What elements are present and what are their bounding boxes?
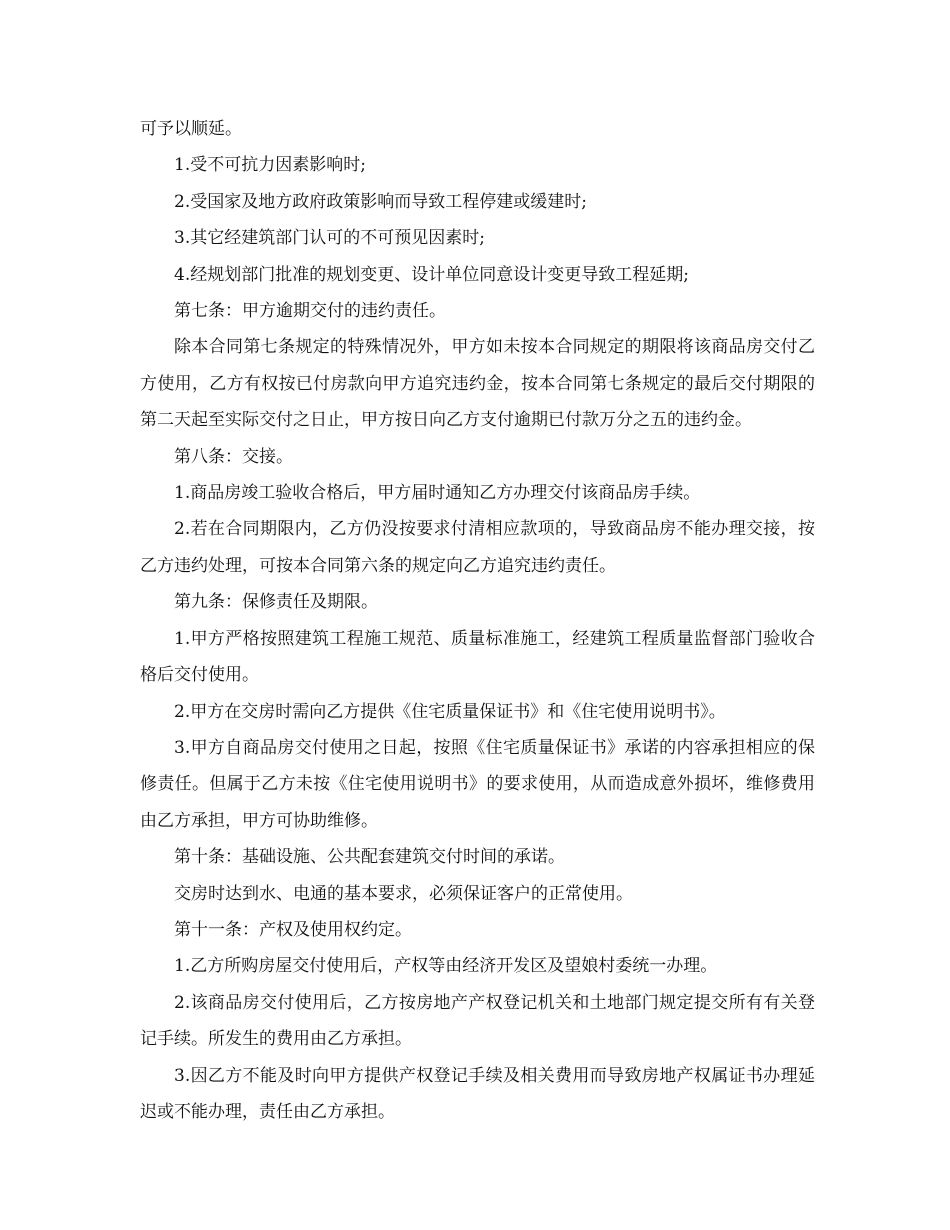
list-item: 3.其它经建筑部门认可的不可预见因素时;: [174, 228, 485, 249]
paragraph-continuation: 可予以顺延。: [140, 119, 242, 139]
list-item: 2.若在合同期限内，乙方仍没按要求付清相应款项的，导致商品房不能办理交接，按乙方违约处理，可按本合同第六条的规定向乙方追究违约责任。: [140, 519, 815, 576]
article-heading: 第十一条：产权及使用权约定。: [174, 919, 412, 940]
article-heading: 第七条：甲方逾期交付的违约责任。: [174, 301, 446, 322]
list-item: 1.乙方所购房屋交付使用后，产权等由经济开发区及望娘村委统一办理。: [174, 956, 718, 977]
list-item: 1.受不可抗力因素影响时;: [174, 155, 366, 176]
article-heading: 第十条：基础设施、公共配套建筑交付时间的承诺。: [174, 847, 565, 868]
list-item: 2.受国家及地方政府政策影响而导致工程停建或缓建时;: [174, 191, 587, 212]
paragraph: 除本合同第七条规定的特殊情况外，甲方如未按本合同规定的期限将该商品房交付乙方使用，乙方有权按已付房款向甲方追究违约金，按本合同第七条规定的最后交付期限的第二天起至实际交付之日止，甲方按日向乙方支付逾期已付款万分之五的违约金。: [140, 337, 815, 431]
list-item: 3.因乙方不能及时向甲方提供产权登记手续及相关费用而导致房地产权属证书办理延迟或不能办理，责任由乙方承担。: [140, 1065, 815, 1122]
list-item: 1.甲方严格按照建筑工程施工规范、质量标准施工，经建筑工程质量监督部门验收合格后交付使用。: [140, 628, 815, 686]
list-item: 3.甲方自商品房交付使用之日起，按照《住宅质量保证书》承诺的内容承担相应的保修责任。但属于乙方未按《住宅使用说明书》的要求使用，从而造成意外损坏，维修费用由乙方承担，甲方可协助维修。: [140, 737, 815, 831]
article-heading: 第九条：保修责任及期限。: [174, 592, 378, 613]
list-item: 4.经规划部门批准的规划变更、设计单位同意设计变更导致工程延期;: [174, 264, 689, 285]
paragraph: 交房时达到水、电通的基本要求，必须保证客户的正常使用。: [174, 883, 633, 904]
list-item: 2.该商品房交付使用后，乙方按房地产产权登记机关和土地部门规定提交所有有关登记手续。所发生的费用由乙方承担。: [140, 992, 815, 1050]
document-body: [140, 111, 815, 1130]
article-heading: 第八条：交接。: [174, 446, 293, 467]
list-item: 2.甲方在交房时需向乙方提供《住宅质量保证书》和《住宅使用说明书》。: [174, 701, 726, 722]
list-item: 1.商品房竣工验收合格后，甲方届时通知乙方办理交付该商品房手续。: [174, 483, 701, 504]
